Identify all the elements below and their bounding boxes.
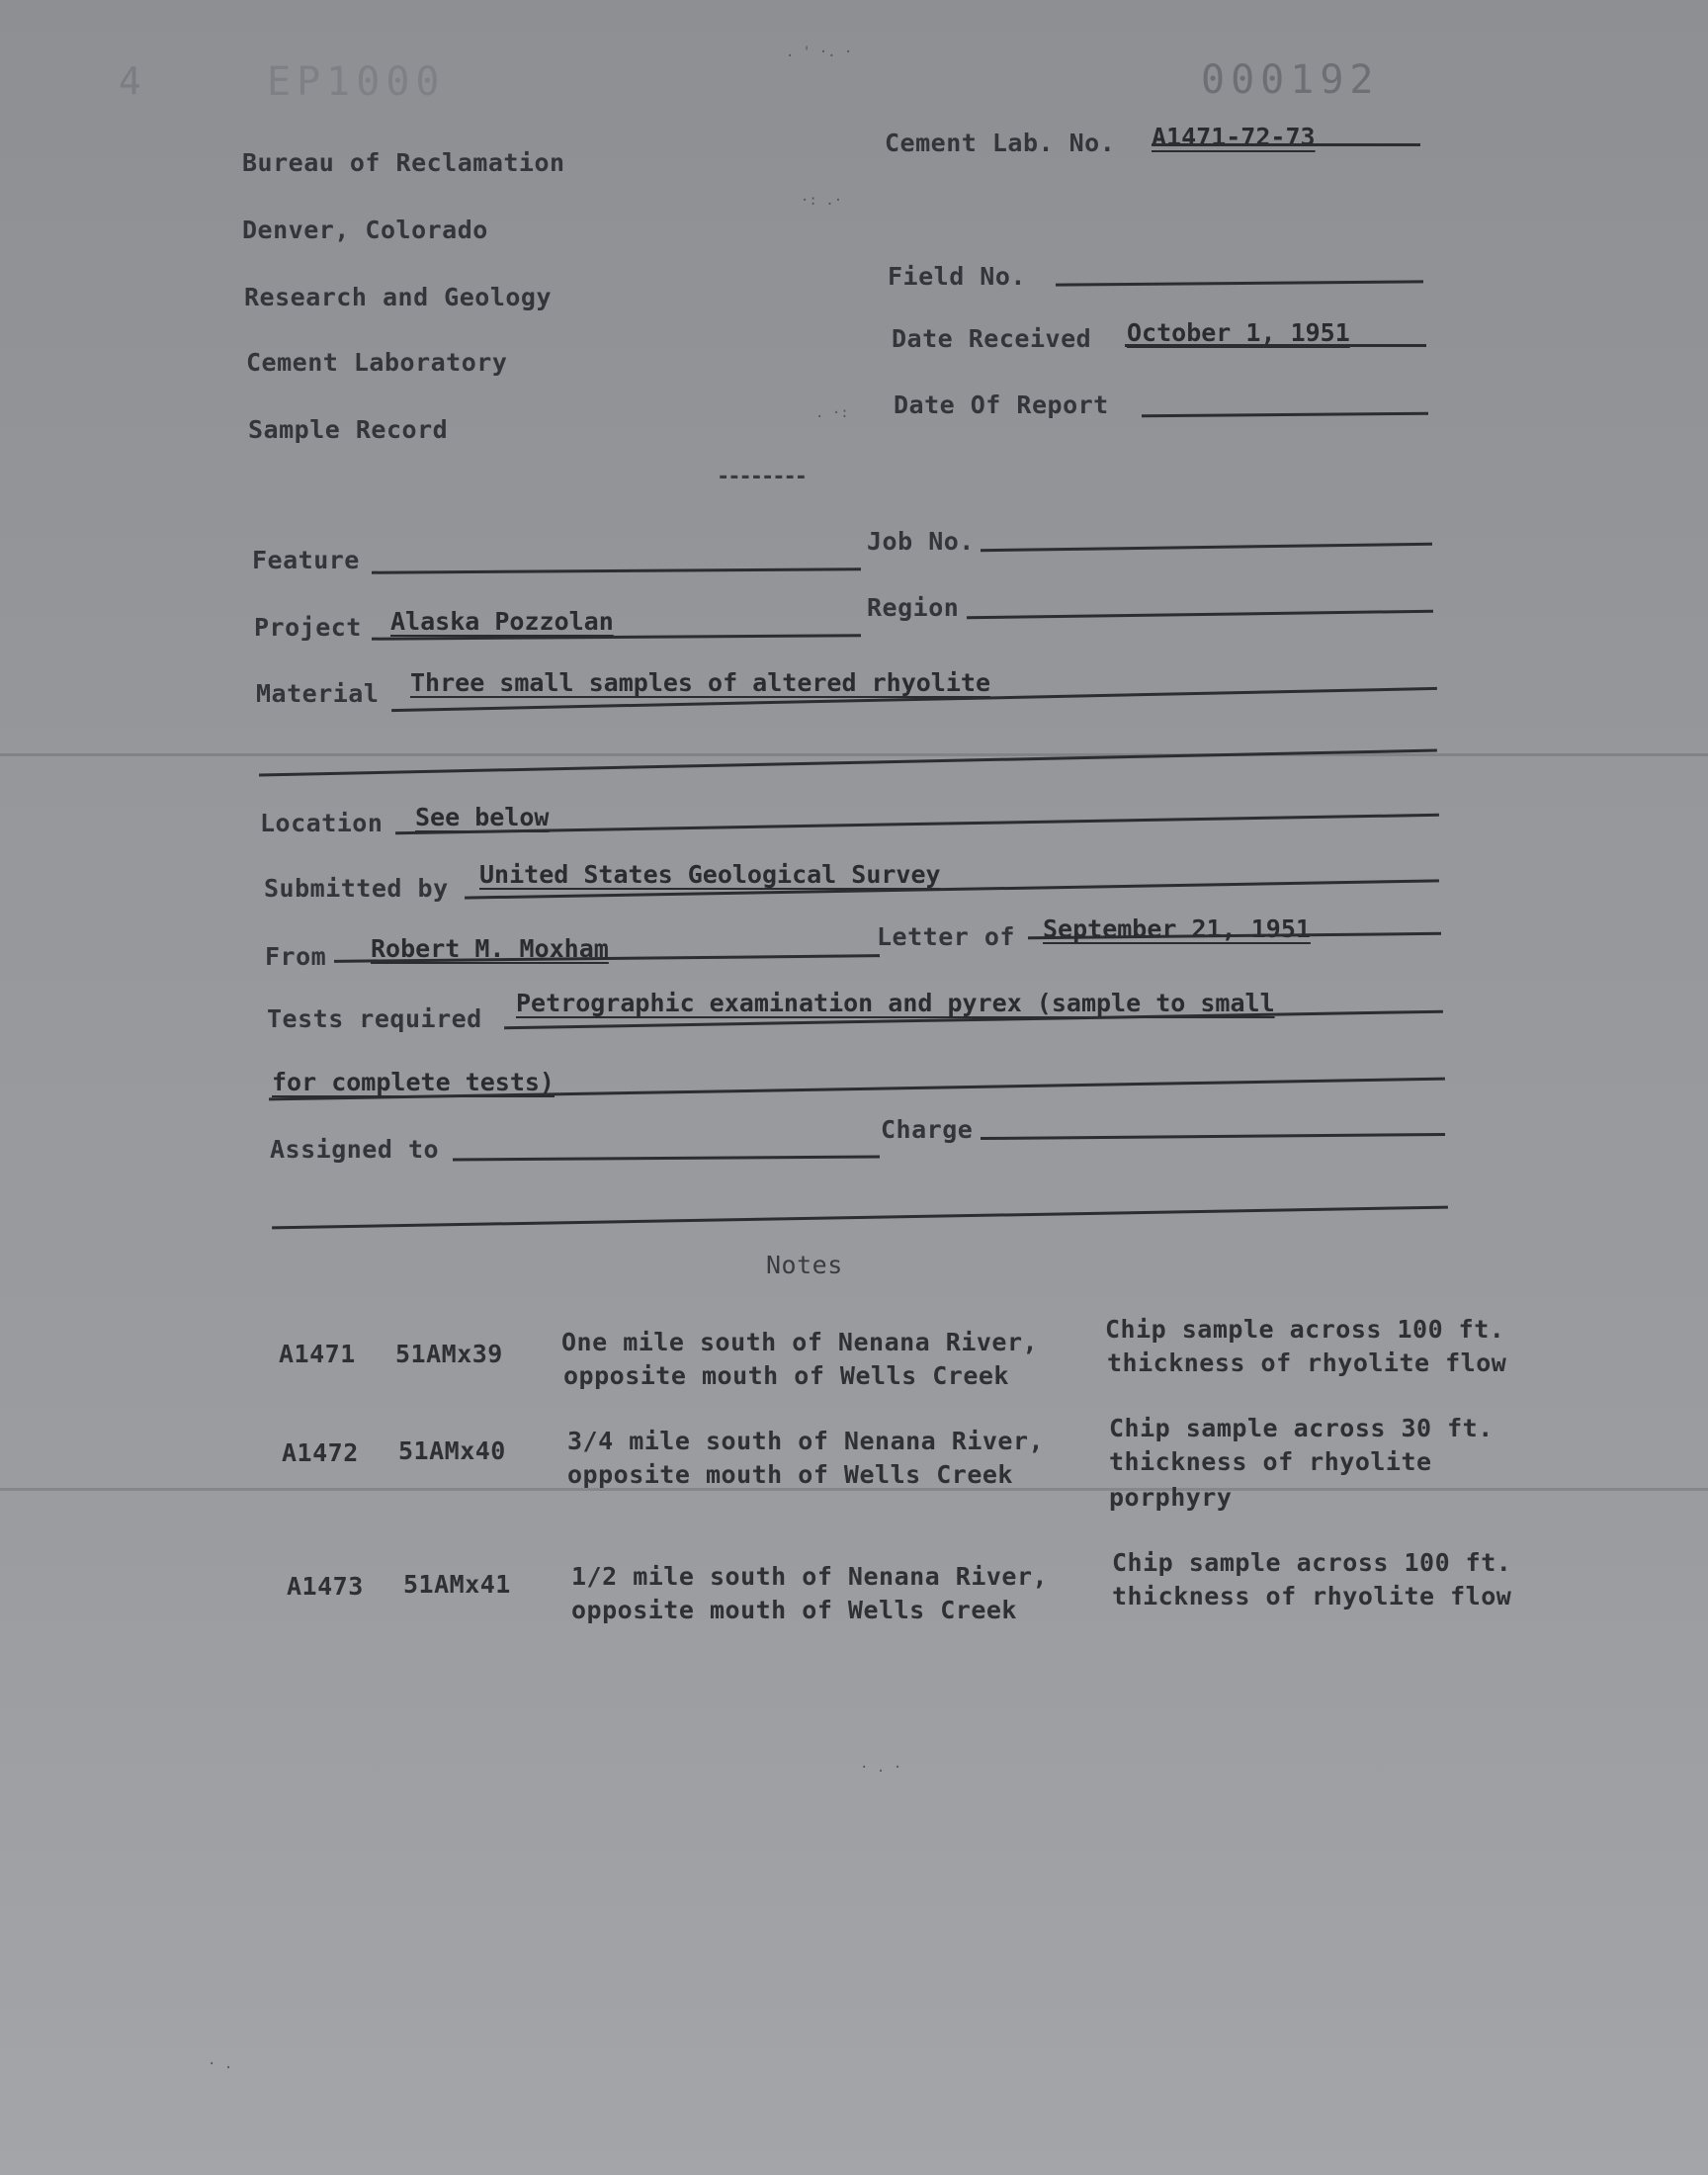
assigned-line-2 bbox=[272, 1206, 1448, 1230]
speck-cluster: · . · bbox=[860, 1760, 902, 1776]
notes-field-no: 51AMx41 bbox=[403, 1570, 511, 1599]
cement-lab-no-label: Cement Lab. No. bbox=[885, 129, 1116, 157]
submitted-by-label: Submitted by bbox=[264, 874, 449, 903]
region-label: Region bbox=[867, 593, 960, 622]
assigned-to-line bbox=[453, 1155, 880, 1161]
date-received-value: October 1, 1951 bbox=[1127, 318, 1350, 347]
material-value: Three small samples of altered rhyolite bbox=[410, 668, 990, 697]
notes-title: Notes bbox=[766, 1251, 843, 1279]
from-label: From bbox=[265, 942, 327, 971]
date-of-report-label: Date Of Report bbox=[894, 391, 1109, 419]
paper-fold bbox=[0, 753, 1708, 756]
location-value: See below bbox=[415, 803, 550, 831]
speck-cluster: · . bbox=[208, 2056, 233, 2072]
project-value: Alaska Pozzolan bbox=[390, 607, 614, 636]
notes-location-line-2: opposite mouth of Wells Creek bbox=[567, 1460, 1013, 1489]
project-label: Project bbox=[254, 613, 362, 642]
charge-label: Charge bbox=[881, 1115, 974, 1144]
page-number-stamp: 000192 bbox=[1201, 57, 1380, 103]
header-separator: -------- bbox=[717, 465, 806, 489]
letter-of-value: September 21, 1951 bbox=[1043, 914, 1311, 943]
notes-location-line-1: 1/2 mile south of Nenana River, bbox=[571, 1562, 1049, 1591]
field-no-label: Field No. bbox=[888, 262, 1026, 291]
date-received-line bbox=[1125, 344, 1426, 347]
from-value: Robert M. Moxham bbox=[371, 934, 609, 963]
job-no-line bbox=[981, 543, 1432, 552]
charge-line bbox=[981, 1133, 1445, 1140]
feature-label: Feature bbox=[252, 546, 360, 574]
header-line-3: Research and Geology bbox=[244, 283, 553, 311]
notes-location-line-1: 3/4 mile south of Nenana River, bbox=[567, 1427, 1045, 1455]
notes-description-line-1: Chip sample across 100 ft. bbox=[1112, 1548, 1512, 1577]
tests-required-value-1: Petrographic examination and pyrex (sample to small bbox=[516, 989, 1275, 1017]
notes-description-line-2: thickness of rhyolite bbox=[1109, 1447, 1432, 1476]
notes-location-line-2: opposite mouth of Wells Creek bbox=[571, 1596, 1017, 1624]
notes-description-line-2: thickness of rhyolite flow bbox=[1107, 1348, 1507, 1377]
job-no-label: Job No. bbox=[867, 527, 975, 556]
assigned-to-label: Assigned to bbox=[270, 1135, 440, 1164]
field-no-line bbox=[1056, 280, 1423, 286]
notes-description-line-2: thickness of rhyolite flow bbox=[1112, 1582, 1512, 1610]
header-line-4: Cement Laboratory bbox=[246, 348, 508, 377]
material-label: Material bbox=[256, 679, 380, 708]
header-line-5: Sample Record bbox=[248, 415, 449, 444]
notes-location-line-1: One mile south of Nenana River, bbox=[561, 1328, 1039, 1356]
notes-lab-no: A1473 bbox=[287, 1572, 364, 1601]
notes-description-line-3: porphyry bbox=[1109, 1483, 1233, 1512]
header-line-1: Bureau of Reclamation bbox=[242, 148, 565, 177]
faded-stamp-number: EP1000 bbox=[267, 59, 446, 105]
notes-lab-no: A1471 bbox=[279, 1340, 356, 1368]
speck-cluster: ·: .· bbox=[801, 193, 843, 209]
speck-cluster: . ·: bbox=[815, 405, 849, 421]
notes-field-no: 51AMx40 bbox=[398, 1436, 506, 1465]
corner-mark: 4 bbox=[119, 59, 147, 103]
tests-required-value-2: for complete tests) bbox=[272, 1068, 555, 1096]
date-of-report-line bbox=[1142, 412, 1428, 418]
notes-location-line-2: opposite mouth of Wells Creek bbox=[563, 1361, 1009, 1390]
notes-field-no: 51AMx39 bbox=[395, 1340, 503, 1368]
location-label: Location bbox=[260, 809, 384, 837]
submitted-by-value: United States Geological Survey bbox=[479, 860, 941, 889]
location-line bbox=[395, 814, 1439, 834]
letter-of-label: Letter of bbox=[877, 922, 1015, 951]
speck-cluster: . ' ·. · bbox=[786, 44, 853, 60]
header-line-2: Denver, Colorado bbox=[242, 216, 488, 244]
notes-lab-no: A1472 bbox=[282, 1438, 359, 1467]
tests-required-label: Tests required bbox=[267, 1004, 482, 1033]
notes-description-line-1: Chip sample across 30 ft. bbox=[1109, 1414, 1494, 1442]
cement-lab-no-value: A1471-72-73 bbox=[1152, 123, 1316, 151]
feature-line bbox=[372, 567, 861, 573]
cement-lab-no-line bbox=[1152, 143, 1420, 146]
region-line bbox=[967, 610, 1433, 620]
notes-description-line-1: Chip sample across 100 ft. bbox=[1105, 1315, 1505, 1344]
date-received-label: Date Received bbox=[892, 324, 1092, 353]
